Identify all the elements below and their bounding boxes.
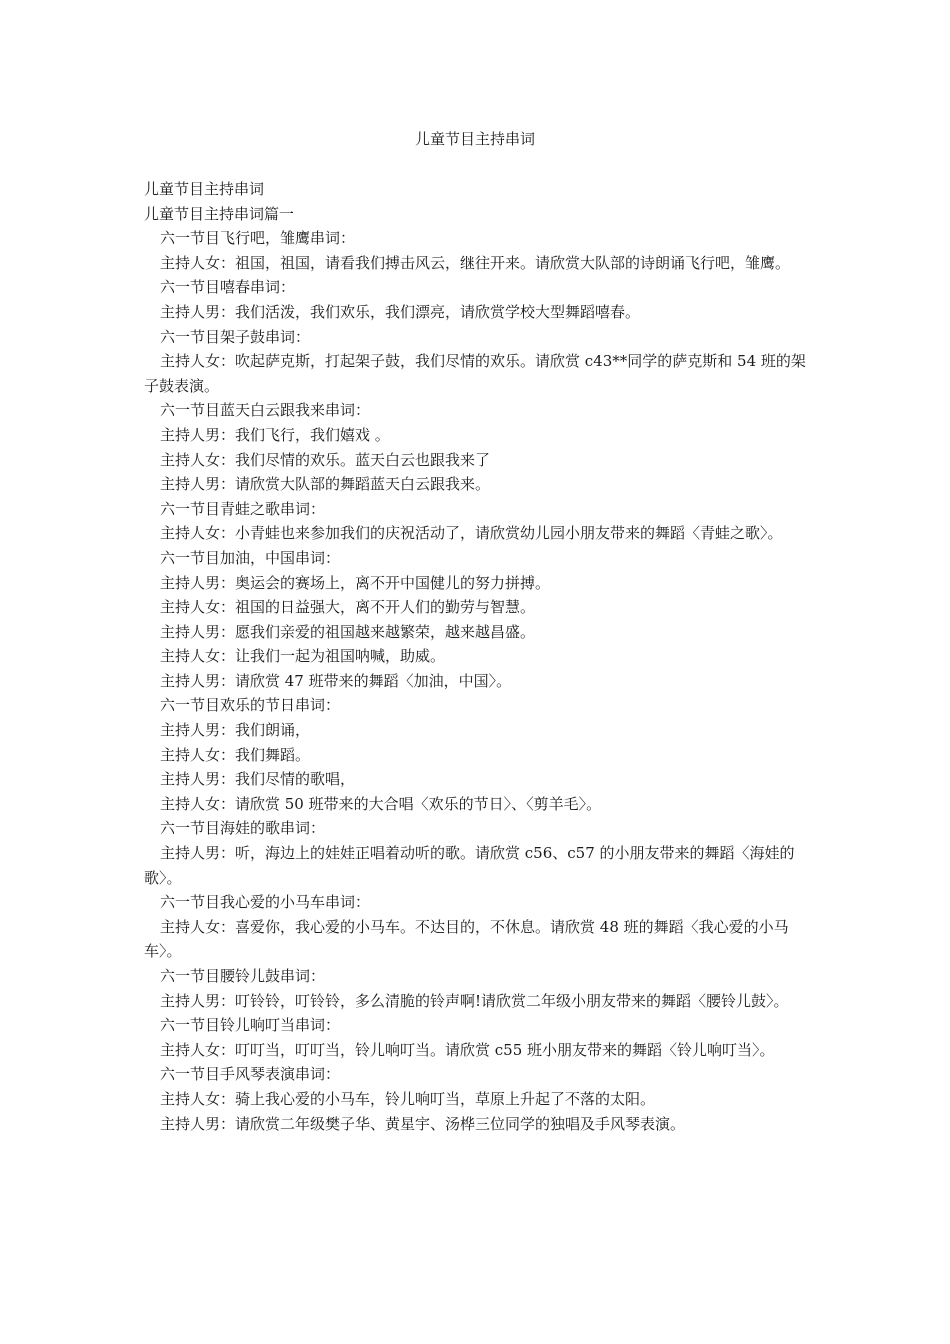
paragraph: 儿童节目主持串词篇一 (144, 204, 295, 223)
paragraph: 六一节目腰铃儿鼓串词： (160, 967, 326, 985)
paragraph: 六一节目欢乐的节日串词： (160, 696, 341, 715)
paragraph: 主持人男：我们朗诵， (160, 721, 311, 740)
paragraph: 六一节目青蛙之歌串词： (160, 499, 326, 518)
paragraph: 主持人女：叮叮当，叮叮当，铃儿响叮当。请欣赏 c55 班小朋友带来的舞蹈〈铃儿响叮当〉。 (160, 1040, 775, 1059)
paragraph: 主持人女：祖国的日益强大，离不开人们的勤劳与智慧。 (160, 598, 536, 617)
paragraph: 主持人女：请欣赏 50 班带来的大合唱〈欢乐的节日〉、〈剪羊毛〉。 (160, 794, 602, 813)
paragraph: 六一节目我心爱的小马车串词： (160, 893, 371, 912)
paragraph: 主持人男：我们活泼，我们欢乐，我们漂亮，请欣赏学校大型舞蹈嘻春。 (160, 302, 641, 321)
paragraph: 六一节目嘻春串词： (160, 278, 296, 297)
paragraph: 六一节目飞行吧，雏鹰串词： (160, 229, 356, 248)
paragraph: 主持人男：奥运会的赛场上，离不开中国健儿的努力拼搏。 (160, 573, 551, 592)
paragraph: 主持人男：听，海边上的娃娃正唱着动听的歌。请欣赏 c56、c57 的小朋友带来的舞蹈〈海娃的歌〉。 (144, 844, 795, 887)
paragraph: 主持人男：愿我们亲爱的祖国越来越繁荣，越来越昌盛。 (160, 622, 536, 641)
paragraph: 主持人女：小青蛙也来参加我们的庆祝活动了，请欣赏幼儿园小朋友带来的舞蹈〈青蛙之歌〉。 (160, 524, 783, 543)
paragraph: 主持人女：我们舞蹈。 (160, 745, 311, 764)
paragraph: 六一节目蓝天白云跟我来串词： (160, 401, 371, 420)
paragraph: 儿童节目主持串词 (144, 180, 265, 198)
document-body (144, 177, 808, 1136)
paragraph: 主持人男：我们尽情的歌唱， (160, 770, 356, 789)
paragraph: 六一节目架子鼓串词： (160, 327, 311, 346)
paragraph: 主持人女：我们尽情的欢乐。蓝天白云也跟我来了 (160, 450, 491, 469)
paragraph: 主持人男：请欣赏二年级樊子华、黄星宇、汤桦三位同学的独唱及手风琴表演。 (160, 1114, 686, 1133)
paragraph: 主持人男：叮铃铃，叮铃铃，多么清脆的铃声啊!请欣赏二年级小朋友带来的舞蹈〈腰铃儿鼓〉。 (160, 991, 789, 1010)
paragraph: 主持人女：喜爱你，我心爱的小马车。不达目的，不休息。请欣赏 48 班的舞蹈〈我心爱的小马车〉。 (144, 917, 789, 961)
paragraph: 主持人男：请欣赏 47 班带来的舞蹈〈加油，中国〉。 (160, 671, 512, 690)
paragraph: 主持人女：祖国，祖国，请看我们搏击风云，继往开来。请欣赏大队部的诗朗诵飞行吧，雏鹰。 (160, 253, 791, 272)
paragraph: 六一节目海娃的歌串词： (160, 819, 326, 838)
document-title: 儿童节目主持串词 (414, 130, 535, 148)
paragraph: 主持人女：让我们一起为祖国呐喊，助威。 (160, 647, 446, 666)
paragraph: 六一节目加油，中国串词： (160, 548, 341, 567)
paragraph: 主持人男：我们飞行，我们嬉戏 。 (160, 425, 390, 444)
paragraph: 六一节目手风琴表演串词： (160, 1065, 341, 1084)
paragraph: 主持人男：请欣赏大队部的舞蹈蓝天白云跟我来。 (160, 475, 491, 494)
paragraph: 主持人女：骑上我心爱的小马车，铃儿响叮当，草原上升起了不落的太阳。 (160, 1089, 656, 1108)
paragraph: 六一节目铃儿响叮当串词： (160, 1016, 341, 1035)
paragraph: 主持人女：吹起萨克斯，打起架子鼓，我们尽情的欢乐。请欣赏 c43**同学的萨克斯和 54 班的架子鼓表演。 (144, 352, 806, 395)
